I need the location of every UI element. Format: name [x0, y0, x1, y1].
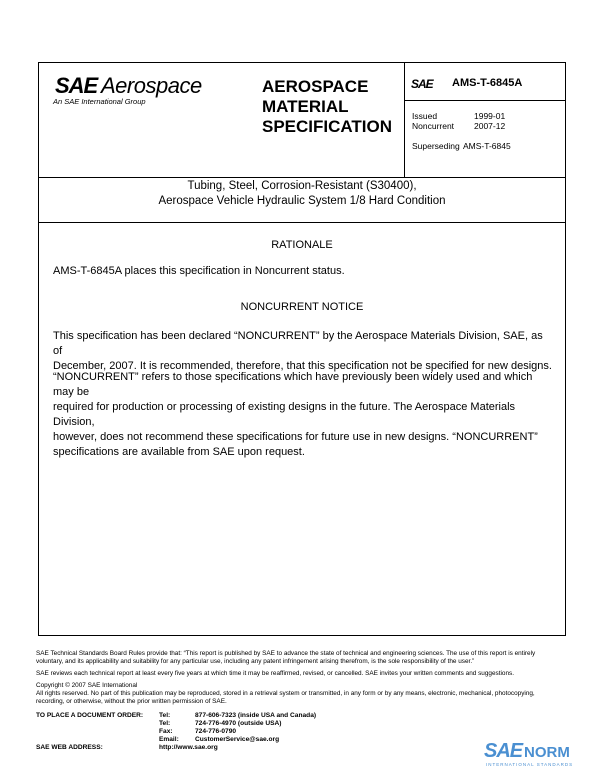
sae-norm-watermark	[484, 740, 596, 770]
superseding-value: AMS-T-6845	[463, 141, 511, 151]
notice-p1-line-1: This specification has been declared “NONCURRENT” by the Aerospace Materials Division, SAE, as of	[53, 330, 543, 357]
rationale-text: AMS-T-6845A places this specification in Noncurrent status.	[53, 265, 345, 277]
noncurrent-label: Noncurrent	[412, 121, 455, 131]
subject-line-2: Aerospace Vehicle Hydraulic System 1/8 Hard Condition	[158, 195, 446, 207]
document-info-box	[404, 63, 566, 177]
notice-p2-line-1: “NONCURRENT” refers to those specifications which have previously been widely used and which may be	[53, 371, 533, 398]
contact-label-2: Tel:	[159, 720, 171, 727]
watermark-sae: SAE	[484, 740, 523, 762]
contact-label-4: Email:	[159, 736, 179, 743]
title-line-3: SPECIFICATION	[262, 117, 393, 136]
spec-frame	[38, 62, 566, 636]
issued-label: Issued	[412, 111, 438, 121]
rules-line-2: voluntary, and its applicability and suitability for any particular use, including any patent infringement arising therefrom, is the sole responsibility of the user.”	[36, 658, 475, 665]
issued-value: 1999-01	[474, 111, 506, 121]
document-type-title	[262, 77, 412, 137]
header	[39, 63, 565, 178]
notice-paragraph-2	[53, 370, 553, 460]
contact-value-2: 724-776-4970 (outside USA)	[195, 720, 282, 727]
subject-line-1: Tubing, Steel, Corrosion-Resistant (S30400),	[187, 180, 417, 192]
contact-label-1: Tel:	[159, 712, 171, 719]
rights-statement	[36, 690, 566, 706]
doc-number-cell	[405, 63, 566, 101]
contact-label-3: Fax:	[159, 728, 173, 735]
watermark-norm: NORM	[524, 744, 570, 761]
divider	[39, 222, 565, 223]
notice-p2-line-4: specifications are available from SAE upon request.	[53, 446, 305, 458]
contact-value-1: 877-606-7323 (inside USA and Canada)	[195, 712, 317, 719]
noncurrent-value: 2007-12	[474, 121, 506, 131]
rights-line-1: All rights reserved. No part of this publication may be reproduced, stored in a retrieval system or transmitted, in any form or by any means, electronic, mechanical, photocopying,	[36, 690, 535, 697]
notice-p1-line-2: December, 2007. It is recommended, therefore, that this specification not be specified for new designs.	[53, 360, 552, 372]
title-line-2: MATERIAL	[262, 97, 349, 116]
subject-title	[39, 179, 565, 209]
notice-p2-line-2: required for production or processing of existing designs in the future. The Aerospace Materials Division,	[53, 401, 516, 428]
notice-p2-line-3: however, does not recommend these specifications for future use in new designs. “NONCURRENT”	[53, 431, 538, 443]
sae-aerospace-logo	[39, 63, 254, 177]
notice-paragraph-1	[53, 329, 553, 374]
review-note: SAE reviews each technical report at least every five years at which time it may be reaffirmed, revised, or cancelled. SAE invites your written comments and suggestions.	[36, 670, 514, 677]
noncurrent-notice-heading: NONCURRENT NOTICE	[240, 301, 364, 313]
rationale-heading: RATIONALE	[271, 239, 333, 251]
standards-board-rules	[36, 650, 566, 666]
contact-value-3: 724-776-0790	[195, 728, 237, 735]
logo-sae-text: SAE	[55, 73, 98, 98]
logo-aerospace-text: Aerospace	[101, 73, 202, 98]
web-address-link[interactable]: http://www.sae.org	[159, 744, 218, 751]
copyright: Copyright © 2007 SAE International	[36, 682, 138, 689]
sae-small-logo: SAE	[411, 77, 433, 91]
superseding-label: Superseding	[412, 141, 460, 151]
contact-value-4[interactable]: CustomerService@sae.org	[195, 736, 280, 743]
rules-line-1: SAE Technical Standards Board Rules provide that: “This report is published by SAE to advance the state of technical and engineering sciences. The use of this report is entirely	[36, 650, 536, 657]
logo-subtitle: An SAE International Group	[53, 97, 146, 106]
watermark-subtitle: INTERNATIONAL STANDARDS	[486, 762, 574, 767]
title-line-1: AEROSPACE	[262, 77, 369, 96]
doc-number: AMS-T-6845A	[452, 77, 523, 89]
web-address-label: SAE WEB ADDRESS:	[36, 744, 103, 751]
order-label: TO PLACE A DOCUMENT ORDER:	[36, 712, 144, 719]
rights-line-2: recording, or otherwise, without the prior written permission of SAE.	[36, 698, 227, 705]
